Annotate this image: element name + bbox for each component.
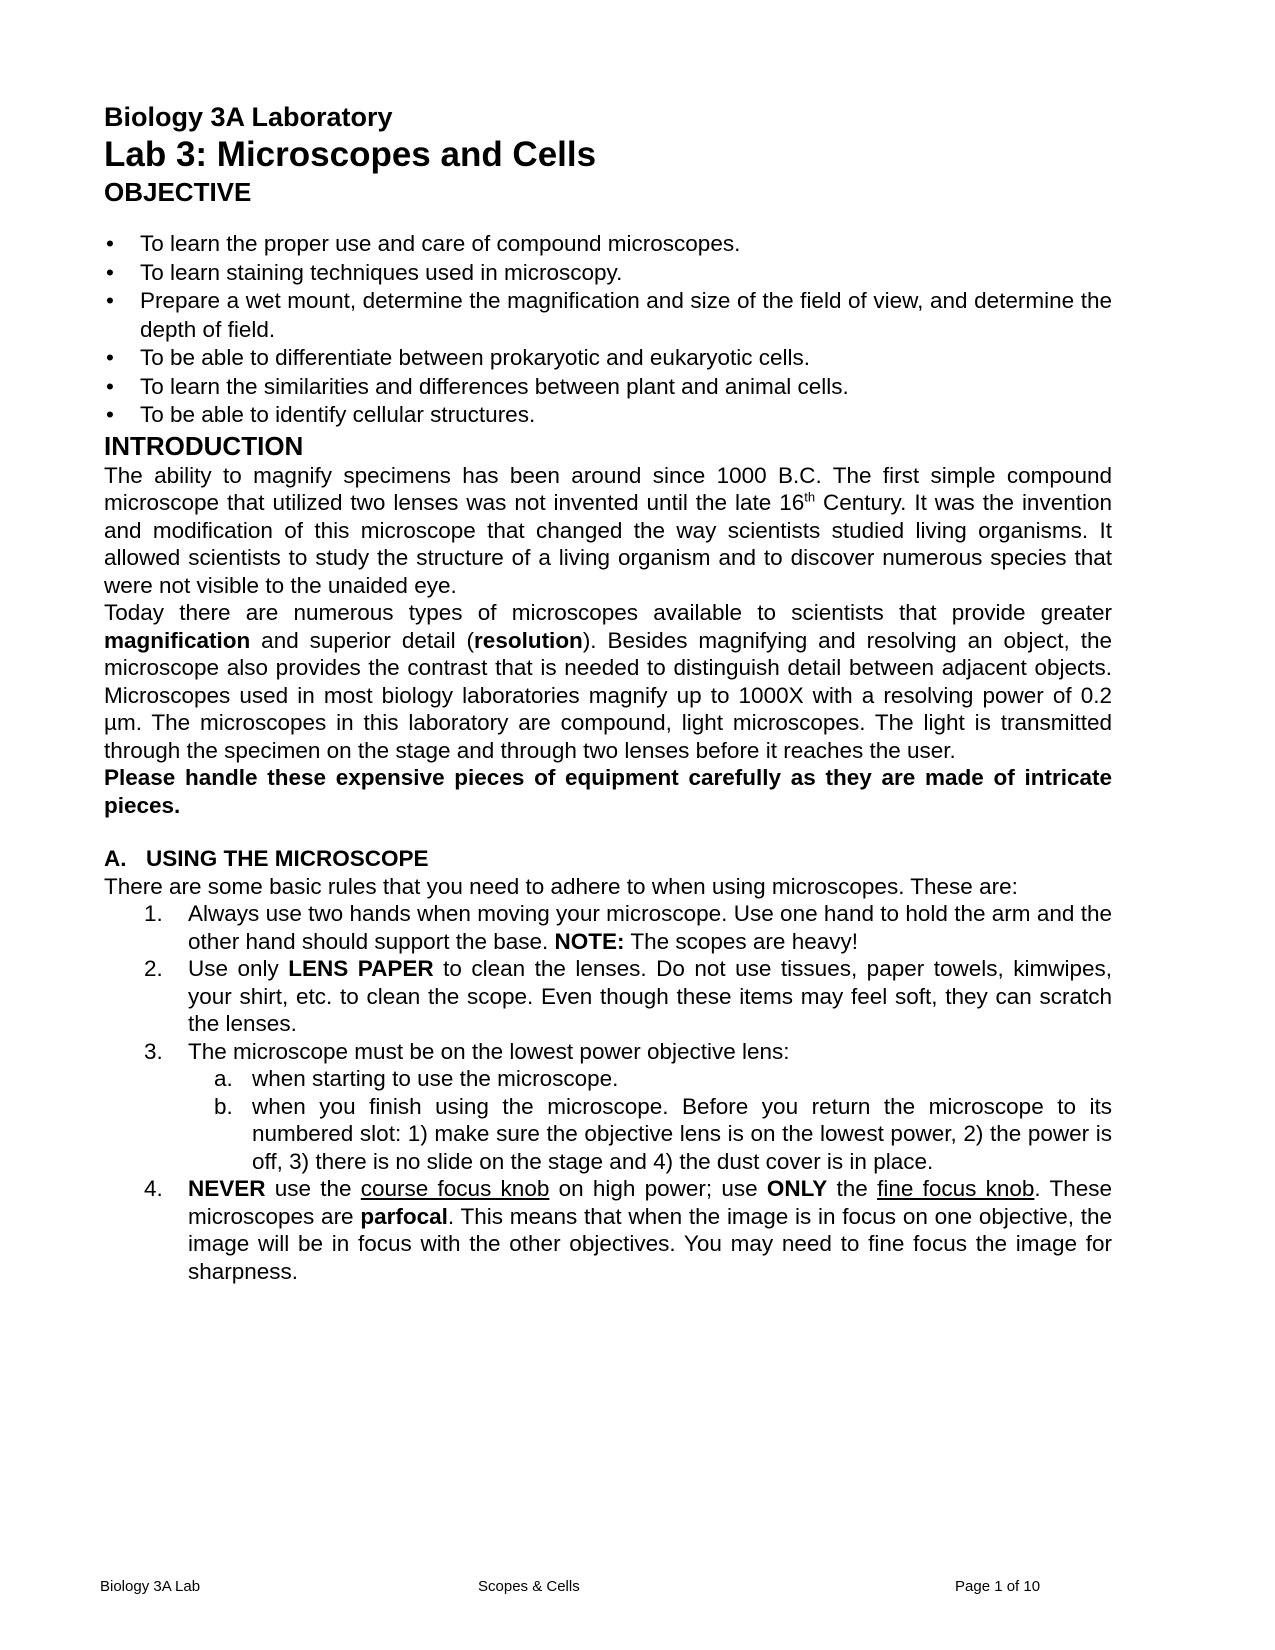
objective-item: • To be able to differentiate between prokaryotic and eukaryotic cells. [104, 344, 1112, 373]
rule-item: 4. NEVER use the course focus knob on high power; use ONLY the fine focus knob. These microscopes are parfocal. This means that when the image is in focus on one objective, the image will be in focus with the other objectives. You may need to fine focus the image for sharpness. [144, 1176, 1113, 1284]
section-a-heading: A. USING THE MICROSCOPE [104, 846, 429, 871]
rule-subitem: a. when starting to use the microscope. [214, 1066, 619, 1091]
bullet-icon: • [106, 259, 114, 285]
bullet-icon: • [106, 288, 114, 313]
objective-item: • To be able to identify cellular structures. [104, 401, 1112, 430]
intro-paragraph-2: Today there are numerous types of microscopes available to scientists that provide greater magnification and superior detail (resolution). Besides magnifying and resolving an object, the microscope also provides the contrast that is needed to distinguish detail between adjacent objects. Microscopes used in most biology laboratories magnify up to 1000X with a resolving power of 0.2 µm. The microscopes in this laboratory are compound, light microscopes. The light is transmitted through the specimen on the stage and through two lenses before it reaches the user. [104, 600, 1112, 763]
objective-item: • Prepare a wet mount, determine the magnification and size of the field of view, and determine the depth of field. [106, 288, 1112, 342]
objective-item: • To learn the similarities and differences between plant and animal cells. [104, 373, 1112, 402]
objective-item: • To learn the proper use and care of compound microscopes. [104, 230, 1112, 259]
rule-sublist [188, 1065, 1112, 1175]
rule-subitem: b. when you finish using the microscope. Before you return the microscope to its numbered slot: 1) make sure the objective lens is on the lowest power, 2) the power is off, 3) there is no slide on the stage and 4) the dust cover is in place. [214, 1093, 1112, 1174]
objective-list [104, 230, 1112, 430]
lab-title: Lab 3: Microscopes and Cells [104, 135, 597, 174]
rules-list [104, 900, 1112, 1285]
rule-item: 1. Always use two hands when moving your microscope. Use one hand to hold the arm and the other hand should support the base. NOTE: The scopes are heavy! [144, 901, 1112, 954]
introduction-heading: INTRODUCTION [104, 430, 304, 461]
intro-paragraph-1: The ability to magnify specimens has been around since 1000 B.C. The first simple compound microscope that utilized two lenses was not invented until the late 16th Century. It was the invention and modification of this microscope that changed the way scientists studied living organisms. It allowed scientists to study the structure of a living organism and to discover numerous species that were not visible to the unaided eye. [104, 462, 1113, 598]
bullet-icon: • [106, 402, 114, 427]
bullet-icon: • [106, 345, 114, 370]
footer-center: Scopes & Cells [478, 1578, 580, 1595]
footer-left: Biology 3A Lab [100, 1578, 201, 1595]
objective-item: • To learn staining techniques used in microscopy. [104, 259, 1112, 288]
rule-item: 3. The microscope must be on the lowest power objective lens: a. when starting to use the microscope. b. when you finish using the microscope. Before you return the microscope to its numbered slot: 1) make sure the objective lens is on the lowest power, 2) the power is off, 3) there is no slide on the stage and 4) the dust cover is in place. [104, 1038, 1112, 1176]
document-page [104, 100, 1112, 1285]
footer-page-number: Page 1 of 10 [955, 1578, 1041, 1595]
bullet-icon: • [106, 231, 114, 256]
bullet-icon: • [106, 373, 114, 399]
section-a-intro: There are some basic rules that you need to adhere to when using microscopes. These are: [104, 873, 1018, 899]
objective-heading: OBJECTIVE [104, 177, 252, 207]
handling-warning: Please handle these expensive pieces of equipment carefully as they are made of intricate pieces. [104, 765, 1112, 818]
rule-item: 2. Use only LENS PAPER to clean the lenses. Do not use tissues, paper towels, kimwipes, your shirt, etc. to clean the scope. Even though these items may feel soft, they can scratch the lenses. [144, 956, 1112, 1036]
course-title: Biology 3A Laboratory [104, 102, 393, 132]
